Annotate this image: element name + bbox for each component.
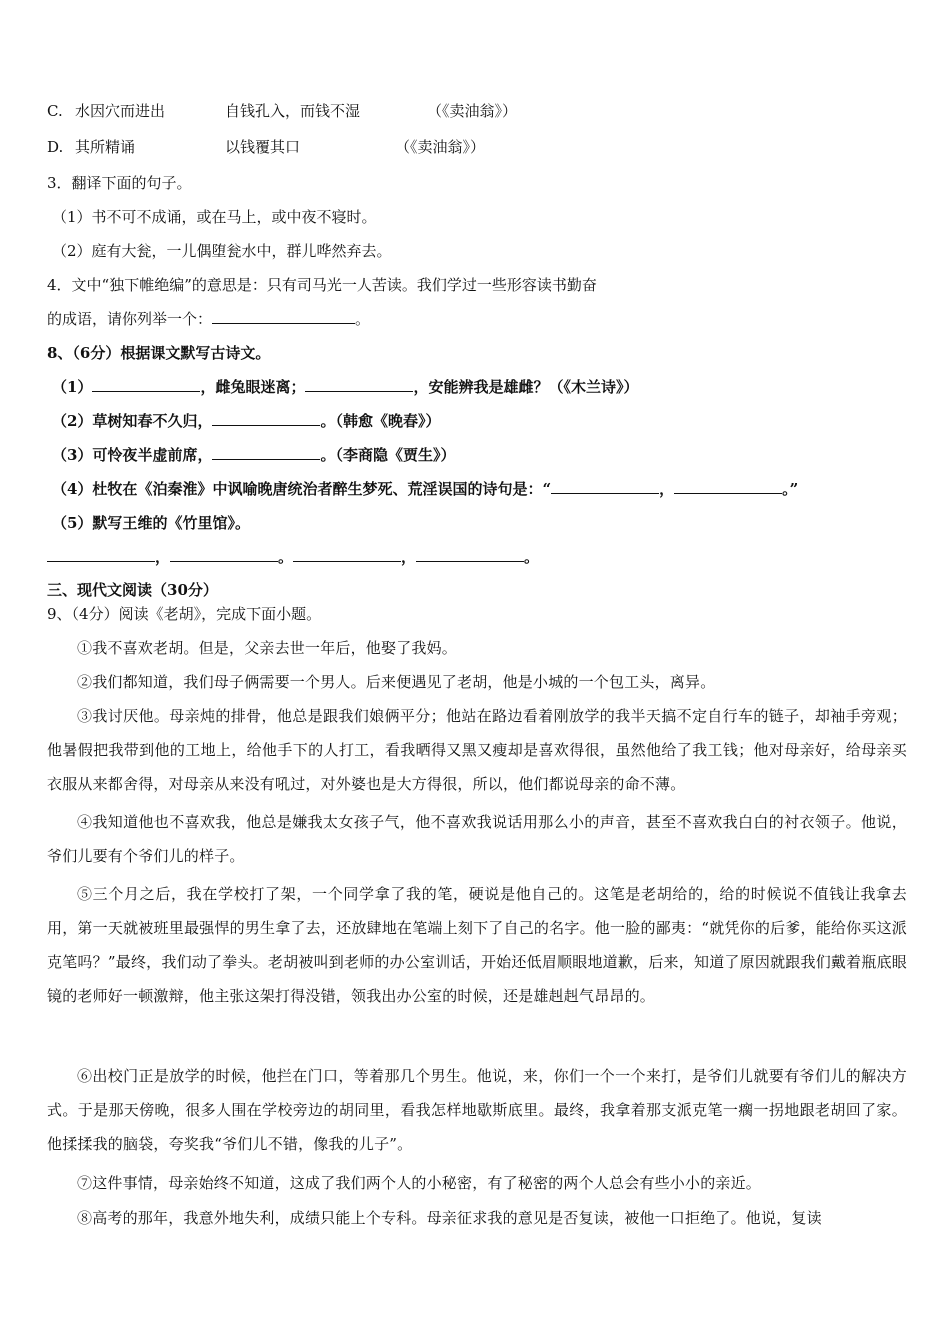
- q3-sentence-1: （1）书不可不成诵，或在马上，或中夜不寝时。: [52, 208, 377, 226]
- passage-paragraph-3: ③我讨厌他。母亲炖的排骨，他总是跟我们娘俩平分；他站在路边看着刚放学的我半天搞不定自行车的链子，却袖手旁观；他暑假把我带到他的工地上，给他手下的人打工，看我晒得又黑又瘦却是喜欢得很，虽然他给了我工钱；他对母亲好，给母亲买衣服从来都舍得，对母亲从来没有吼过，对外婆也是大方得很，所以，他们都说母亲的命不薄。: [47, 707, 907, 793]
- q8-item-4: [52, 479, 798, 499]
- q8-item-1-text-b: ，安能辨我是雄雌？（《木兰诗》）: [413, 378, 639, 396]
- q4-line-1: 4．文中“独下帷绝编”的意思是：只有司马光一人苦读。我们学过一些形容读书勤奋: [47, 276, 597, 294]
- q8-item-2-source: 。（韩愈《晚春》）: [320, 412, 441, 430]
- poem-punct-2: 。: [278, 548, 294, 566]
- poem-blank-1[interactable]: [47, 547, 155, 562]
- q8-item-4-comma: ，: [659, 480, 675, 498]
- q8-item-4-text: （4）杜牧在《泊秦淮》中讽喻晚唐统治者醉生梦死、荒淫误国的诗句是：“: [52, 480, 552, 498]
- option-c-phrase-a: 水因穴而进出: [75, 102, 166, 120]
- option-d-letter: D.: [47, 138, 64, 156]
- option-d-phrase-a: 其所精诵: [75, 138, 136, 156]
- q8-item-5: （5）默写王维的《竹里馆》。: [52, 514, 250, 532]
- q3-sentence-2: （2）庭有大瓮，一儿偶堕瓮水中，群儿哗然弃去。: [52, 242, 392, 260]
- poem-blank-3[interactable]: [293, 547, 401, 562]
- poem-blank-4[interactable]: [416, 547, 524, 562]
- q8-title: 8、（6分）根据课文默写古诗文。: [47, 344, 271, 362]
- option-c-source: （《卖油翁》）: [427, 102, 518, 120]
- q8-item-1-blank-a[interactable]: [92, 377, 200, 392]
- option-d-phrase-b: 以钱覆其口: [225, 138, 301, 156]
- q8-item-2-text: （2）草树知春不久归，: [52, 412, 213, 430]
- passage-paragraph-1: ①我不喜欢老胡。但是，父亲去世一年后，他娶了我妈。: [77, 639, 458, 657]
- q8-item-1-text-a: ，雌兔眼迷离；: [200, 378, 306, 396]
- passage-paragraph-6: ⑥出校门正是放学的时候，他拦在门口，等着那几个男生。他说，来，你们一个一个来打，是爷们儿就要有爷们儿的解决方式。于是那天傍晚，很多人围在学校旁边的胡同里，看我怎样地歇斯底里。最终，我拿着那支派克笔一瘸一拐地跟老胡回了家。他揉揉我的脑袋，夸奖我“爷们儿不错，像我的儿子”。: [47, 1067, 907, 1153]
- option-c-letter: C.: [47, 102, 63, 120]
- option-d-source: （《卖油翁》）: [395, 138, 486, 156]
- poem-punct-1: ，: [155, 548, 171, 566]
- q8-item-1-blank-b[interactable]: [305, 377, 413, 392]
- q8-item-3-blank[interactable]: [212, 445, 320, 460]
- q8-item-4-end: 。”: [782, 480, 799, 498]
- q8-item-5-answer-line: [47, 547, 539, 567]
- q4-end: 。: [355, 310, 371, 328]
- passage-paragraph-8: ⑧高考的那年，我意外地失利，成绩只能上个专科。母亲征求我的意见是否复读，被他一口拒绝了。他说，复读: [77, 1209, 822, 1227]
- q8-item-3: [52, 445, 455, 465]
- q8-item-2: [52, 411, 440, 431]
- poem-blank-2[interactable]: [170, 547, 278, 562]
- q3-title: 3．翻译下面的句子。: [47, 174, 192, 192]
- passage-paragraph-7: ⑦这件事情，母亲始终不知道，这成了我们两个人的小秘密，有了秘密的两个人总会有些小小的亲近。: [77, 1174, 762, 1192]
- q8-item-4-blank-b[interactable]: [674, 479, 782, 494]
- passage-paragraph-4: ④我知道他也不喜欢我，他总是嫌我太女孩子气，他不喜欢我说话用那么小的声音，甚至不喜欢我白白的衬衣领子。他说，爷们儿要有个爷们儿的样子。: [47, 813, 907, 865]
- section-3-title: 三、现代文阅读（30分）: [47, 581, 218, 599]
- q8-item-1: [52, 377, 638, 397]
- passage-paragraph-5: ⑤三个月之后，我在学校打了架，一个同学拿了我的笔，硬说是他自己的。这笔是老胡给的，给的时候说不值钱让我拿去用，第一天就被班里最强悍的男生拿了去，还放肆地在笔端上刻下了自己的名字。他一脸的鄙夷：“就凭你的后爹，能给你买这派克笔吗？”最终，我们动了拳头。老胡被叫到老师的办公室训话，开始还低眉顺眼地道歉，后来，知道了原因就跟我们戴着瓶底眼镜的老师好一顿激辩，他主张这架打得没错，领我出办公室的时候，还是雄赳赳气昂昂的。: [47, 885, 907, 1005]
- q8-item-3-text: （3）可怜夜半虚前席，: [52, 446, 213, 464]
- q8-item-3-source: 。（李商隐《贾生》）: [320, 446, 456, 464]
- q8-item-1-num: （1）: [52, 378, 93, 396]
- q4-line-2: [47, 309, 370, 329]
- q4-prompt: 的成语，请你列举一个：: [47, 310, 213, 328]
- q8-item-4-blank-a[interactable]: [551, 479, 659, 494]
- q8-item-2-blank[interactable]: [212, 411, 320, 426]
- option-c-phrase-b: 自钱孔入，而钱不湿: [225, 102, 361, 120]
- q9-title: 9、（4分）阅读《老胡》，完成下面小题。: [47, 605, 322, 623]
- poem-punct-3: ，: [401, 548, 417, 566]
- passage-paragraph-2: ②我们都知道，我们母子俩需要一个男人。后来便遇见了老胡，他是小城的一个包工头，离异。: [77, 673, 716, 691]
- q4-answer-blank[interactable]: [212, 309, 355, 324]
- poem-punct-4: 。: [524, 548, 540, 566]
